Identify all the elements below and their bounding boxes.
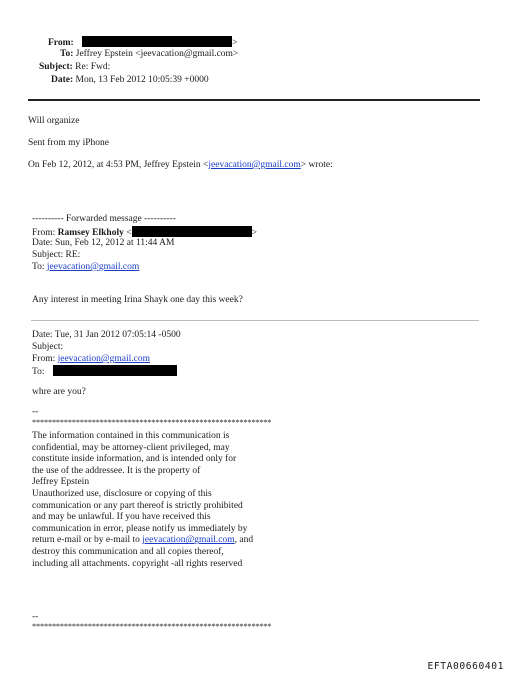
quote-line [28,160,333,170]
bates-number: EFTA00660401 [427,661,504,672]
forward2-from-email-link[interactable]: jeevacation@gmail.com [57,354,150,364]
disclaimer-email-link[interactable]: jeevacation@gmail.com [142,535,235,546]
header-subject-row [39,62,110,72]
quote-email-link[interactable]: jeevacation@gmail.com [208,160,301,170]
forward1-to-label: To: [32,262,47,272]
disclaimer-block [32,431,253,570]
subject-label: Subject: [39,62,73,72]
header-to-row [60,49,238,59]
disclaimer-line: communication in error, please notify us immediately by [32,523,248,534]
disclaimer-email-prefix: return e-mail or by e-mail to [32,535,143,546]
forward1-from-label: From: [32,228,56,238]
forward1-from-name: Ramsey Elkholy [57,228,124,238]
disclaimer-line: Unauthorized use, disclosure or copying of this [32,488,212,499]
signature-dash-2: -- [32,612,39,622]
subject-value: Re: Fwd: [75,62,111,72]
signature-dash: -- [32,407,39,417]
forward1-to-email-link[interactable]: jeevacation@gmail.com [46,262,140,272]
forward1-date: Date: Sun, Feb 12, 2012 at 11:44 AM [32,238,175,248]
header-from-close: > [232,38,238,48]
forward1-to-row [32,262,139,272]
forward1-from-row [32,226,257,238]
forward2-to-row [32,365,177,377]
disclaimer-line: The information contained in this communication is [32,431,230,441]
forward-divider [31,320,479,321]
forward2-from-row [32,354,150,364]
disclaimer-line: Jeffrey Epstein [32,477,90,488]
signature-stars: ************************************************************ [32,418,272,427]
quote-prefix: On Feb 12, 2012, at 4:53 PM, Jeffrey Epstein < [28,160,209,170]
forward-separator: ---------- Forwarded message ---------- [32,214,176,224]
disclaimer-line: the use of the addressee. It is the property of [32,465,201,476]
to-label: To: [60,49,74,59]
forward1-body: Any interest in meeting Irina Shayk one day this week? [32,295,243,305]
disclaimer-email-suffix: , and [234,535,254,546]
signature-stars-2: ************************************************************ [32,622,272,631]
redaction-block [132,226,252,237]
forward2-to-label: To: [32,367,45,377]
redaction-block [53,365,177,376]
forward1-from-open: < [123,228,132,238]
to-value: Jeffrey Epstein <jeevacation@gmail.com> [75,49,239,59]
forward2-subject: Subject: [32,342,64,352]
header-date-row [51,75,209,85]
redaction-block [82,36,232,47]
forward1-subject: Subject: RE: [32,250,81,260]
from-label: From: [48,38,74,48]
disclaimer-line: including all attachments. copyright -all rights reserved [32,558,243,569]
disclaimer-line: communication or any part thereof is strictly prohibited [32,500,243,511]
header-from-row [48,36,237,48]
forward2-body: whre are you? [32,387,86,397]
disclaimer-line: destroy this communication and all copies thereof, [32,546,224,557]
disclaimer-line: and may be unlawful. If you have received this [32,512,211,523]
disclaimer-line: constitute inside information, and is intended only for [32,454,237,465]
disclaimer-line: confidential, may be attorney-client privileged, may [32,442,230,453]
reply-line-2: Sent from my iPhone [28,138,110,148]
reply-line-1: Will organize [28,116,80,126]
forward2-from-label: From: [32,354,58,364]
forward2-date: Date: Tue, 31 Jan 2012 07:05:14 -0500 [32,330,181,340]
date-label: Date: [51,75,74,85]
date-value: Mon, 13 Feb 2012 10:05:39 +0000 [75,75,209,85]
forward1-from-close: > [251,228,257,238]
header-divider [28,99,480,101]
disclaimer-email-line [32,535,253,547]
quote-suffix: > wrote: [300,160,333,170]
